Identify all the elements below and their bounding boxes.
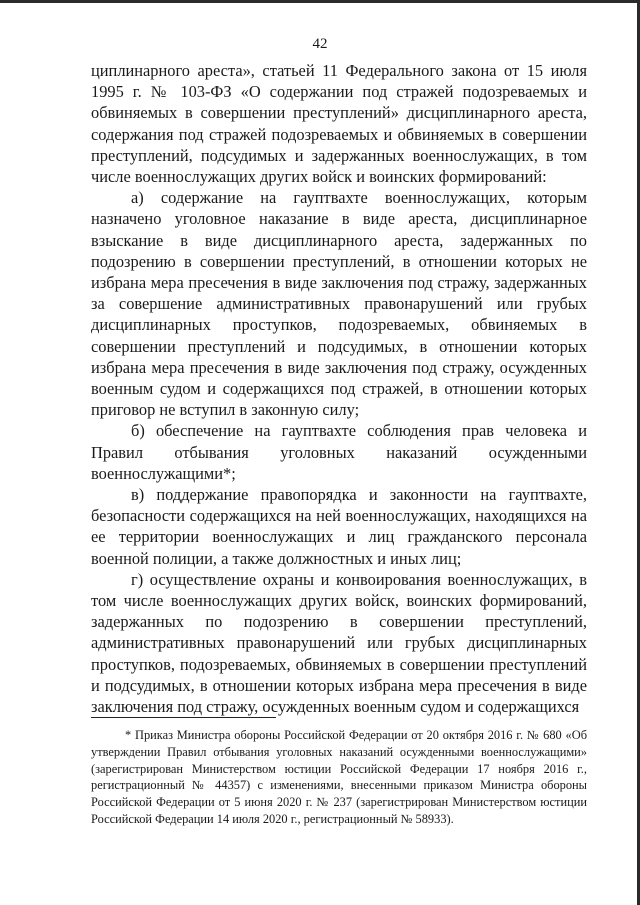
paragraph-item-a: а) содержание на гауптвахте военнослужащих, которым назначено уголовное наказание в виде ареста, дисциплинарное взыскание в виде дисциплинарного ареста, задержанных по подозрению в совершении преступлений, в отношении которых не избрана мера пресечения в виде заключения под стражу, задержанных за совершение административных правонарушений или грубых дисциплинарных проступков, подозреваемых, обвиняемых в совершении преступлений и подсудимых, в отношении которых избрана мера пресечения в виде заключения под стражу, осужденных военным судом и содержащихся под стражей, в отношении которых приговор не вступил в законную силу; xyxy=(91,188,587,420)
footnote: * Приказ Министра обороны Российской Федерации от 20 октября 2016 г. № 680 «Об утверждении Правил отбывания уголовных наказаний осужденными военнослужащими» (зарегистрирован Министерством юстиции Российской Федерации 17 ноября 2016 г., регистрационный № 44357) с изменениями, внесенными приказом Министра обороны Российской Федерации от 5 июня 2020 г. № 237 (зарегистрирован Министерством юстиции Российской Федерации 14 июля 2020 г., регистрационный № 58933). xyxy=(91,728,587,826)
paragraph-item-b: б) обеспечение на гауптвахте соблюдения прав человека и Правил отбывания уголовных наказаний осужденными военнослужащими*; xyxy=(91,421,587,483)
paragraph-item-v: в) поддержание правопорядка и законности на гауптвахте, безопасности содержащихся на ней военнослужащих, находящихся на ее территории военнослужащих и лиц гражданского персонала военной полиции, а также должностных и иных лиц; xyxy=(91,485,587,568)
page-number: 42 xyxy=(312,36,328,52)
footnote-separator xyxy=(91,717,276,718)
paragraph-continuation: циплинарного ареста», статьей 11 Федерального закона от 15 июля 1995 г. № 103-ФЗ «О содержании под стражей подозреваемых и обвиняемых в совершении преступлений» дисциплинарного ареста, содержания под стражей подозреваемых и обвиняемых в совершении преступлений, подсудимых и задержанных военнослужащих, в том числе военнослужащих других войск и воинских формирований: xyxy=(91,61,587,187)
paragraph-item-g: г) осуществление охраны и конвоирования военнослужащих, в том числе военнослужащих других войск, воинских формирований, задержанных по подозрению в совершении преступлений, административных правонарушений или грубых дисциплинарных проступков, подозреваемых, обвиняемых в совершении преступлений и подсудимых, в отношении которых избрана мера пресечения в виде заключения под стражу, осужденных военным судом и содержащихся xyxy=(91,569,587,717)
main-text xyxy=(91,60,587,717)
